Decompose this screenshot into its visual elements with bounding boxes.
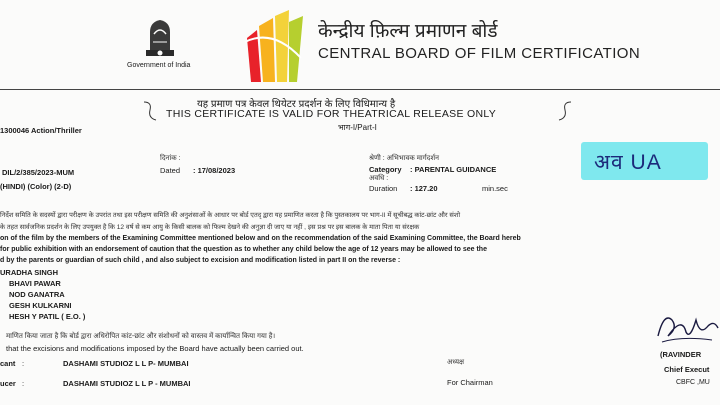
date-label-hindi: दिनांक : xyxy=(160,155,181,162)
validity-english: THIS CERTIFICATE IS VALID FOR THEATRICAL RELEASE ONLY xyxy=(166,108,496,120)
validity-hindi: यह प्रमाण पत्र केवल थियेटर प्रदर्शन के लिए विधिमान्य है xyxy=(197,99,396,110)
committee-member: GESH KULKARNI xyxy=(9,301,72,310)
committee-member: URADHA SINGH xyxy=(0,268,59,277)
producer-value: DASHAMI STUDIOZ L L P - MUMBAI xyxy=(63,379,191,388)
duration-unit: min.sec xyxy=(482,184,508,193)
signatory-title: Chief Execut xyxy=(664,365,710,374)
committee-member: BHAVI PAWAR xyxy=(9,279,61,288)
applicant-value: DASHAMI STUDIOZ L L P- MUMBAI xyxy=(63,359,189,368)
board-title-english: CENTRAL BOARD OF FILM CERTIFICATION xyxy=(318,45,641,62)
applicant-colon: : xyxy=(22,359,25,368)
producer-colon: : xyxy=(22,379,25,388)
committee-member: NOD GANATRA xyxy=(9,290,65,299)
certificate-number: DIL/2/385/2023-MUM xyxy=(2,168,75,177)
date-value: : 17/08/2023 xyxy=(193,166,236,175)
category-label-hindi: श्रेणी : अभिभावक मार्गदर्शन xyxy=(369,155,439,162)
body-english-line-1: on of the film by the members of the Examining Committee mentioned below and on the recommendation of the said Examining Committee, the Board hereb xyxy=(0,235,521,242)
category-label: Category xyxy=(369,165,402,174)
body-hindi-line-2: के तहत सार्वजनिक प्रदर्शन के लिए उपयुक्त है कि 12 वर्ष से कम आयु के किसी बालक को फिल्म देखने की अनुज्ञा दी जाए या नहीं , इस प्रश्न पर इस बालक के माता पिता या संरक्षक xyxy=(0,224,420,231)
duration-label-hindi: अवधि : xyxy=(369,175,389,182)
film-language: (HINDI) (Color) (2-D) xyxy=(0,182,72,191)
emblem-caption: Government of India xyxy=(127,62,191,69)
producer-label: ucer xyxy=(0,379,16,388)
duration-value: : 127.20 xyxy=(410,184,438,193)
excision-note-hindi: माणित किया जाता है कि बोर्ड द्वारा अधिरोपित कांट-छांट और संशोधनों को वास्तव में कार्यान्वित किया गया है। xyxy=(6,333,276,340)
signatory-office: CBFC ,MU xyxy=(676,379,710,386)
divider-top xyxy=(0,89,720,90)
applicant-label: cant xyxy=(0,359,16,368)
excision-note-english: that the excisions and modifications imposed by the Board have actually been carried out. xyxy=(6,344,304,353)
board-title-hindi: केन्द्रीय फ़िल्म प्रमाणन बोर्ड xyxy=(318,21,498,42)
chairman-hindi: अध्यक्ष xyxy=(447,359,465,366)
scroll-flourish-right xyxy=(555,100,575,127)
rating-badge-text: अव UA xyxy=(594,151,662,174)
date-label: Dated xyxy=(160,166,181,175)
scroll-flourish-left xyxy=(140,100,160,127)
signature xyxy=(652,306,720,353)
body-hindi-line-1: निर्देश समिति के सदस्यों द्वारा परीक्षण के उपरांत तथा इस परीक्षण समिति की अनुशंसाओं के आधार पर बोर्ड एतद् द्वारा यह प्रमाणित करता है कि पुस्तकालय पर भाग-II में सूचीबद्ध कांट-छांट और संशो xyxy=(0,212,461,219)
national-emblem xyxy=(140,12,180,62)
signatory-name: (RAVINDER xyxy=(660,350,702,359)
duration-label: Duration xyxy=(369,184,398,193)
film-reference: 1300046 Action/Thriller xyxy=(0,126,82,135)
part-label: भाग-I/Part-I xyxy=(338,123,377,132)
body-english-line-3: d by the parents or guardian of such child , and also subject to excision and modification listed in part II on the reverse : xyxy=(0,257,401,264)
body-english-line-2: for public exhibition with an endorsement of caution that the question as to whether any child below the age of 12 years may be allowed to see the xyxy=(0,246,487,253)
cbfc-logo xyxy=(243,8,305,83)
for-chairman: For Chairman xyxy=(447,378,493,387)
committee-member: HESH Y PATIL ( E.O. ) xyxy=(9,312,86,321)
category-value: : PARENTAL GUIDANCE xyxy=(410,165,497,174)
